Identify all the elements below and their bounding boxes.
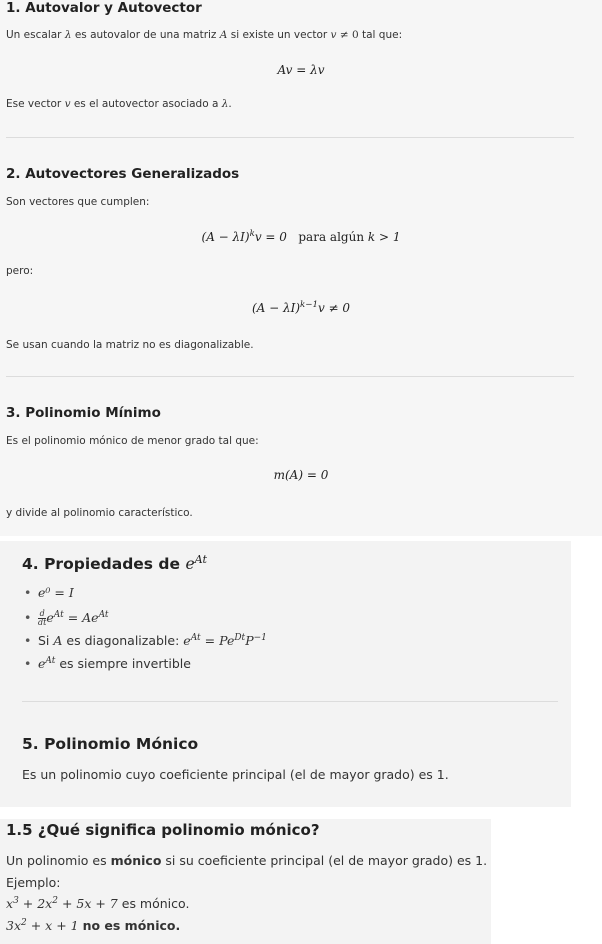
example-monic: $x^3 + 2x^2 + 5x + 7$ es mónico. <box>6 896 190 912</box>
heading-polinomio-monico: 5. Polinomio Mónico <box>22 735 199 753</box>
heading-polinomio-minimo: 3. Polinomio Mínimo <box>6 405 161 421</box>
heading-que-significa: 1.5 ¿Qué significa polinomio mónico? <box>6 821 320 839</box>
minimo-intro: Es el polinomio mónico de menor grado tal que: <box>6 435 259 447</box>
heading-propiedades: 4. Propiedades de $e^{At}$ <box>22 553 207 574</box>
monico-text: Es un polinomio cuyo coeficiente principal (el de mayor grado) es 1. <box>22 767 449 782</box>
equation-eigen: Av = λv <box>277 63 325 77</box>
divider <box>6 137 574 138</box>
equation-minimal: m(A) = 0 <box>273 468 329 482</box>
section-panel-2 <box>0 541 571 807</box>
heading-autovalor: 1. Autovalor y Autovector <box>6 0 202 16</box>
equation-generalized-2: $(A - \lambda I)^{k-1}v \ne 0$ <box>251 300 351 315</box>
generalized-note: Se usan cuando la matriz no es diagonalizable. <box>6 339 254 351</box>
list-item: • e⁰ = I <box>24 585 74 600</box>
list-item: • $\frac{d}{dt}$ $e^{At} = Ae^{At}$ <box>24 609 109 628</box>
pero-label: pero: <box>6 265 34 277</box>
divider <box>6 376 574 377</box>
section-panel-3 <box>0 819 491 944</box>
example-not-monic: $3x^2 + x + 1$ no es mónico. <box>6 918 181 934</box>
property-list <box>24 581 267 673</box>
definition-monico: Un polinomio es mónico si su coeficiente principal (el de mayor grado) es 1. <box>6 853 488 868</box>
equation-generalized: $(A - \lambda I)^kv = 0$ para algún k > 1 <box>201 229 401 244</box>
list-item: • $e^{At}$ es siempre invertible <box>24 656 191 672</box>
definition-line: Un escalar λ es autovalor de una matriz A si existe un vector v ≠ 0 tal que: <box>6 29 403 41</box>
divider <box>22 701 558 702</box>
ejemplo-label: Ejemplo: <box>6 875 61 890</box>
heading-autovectores-generalizados: 2. Autovectores Generalizados <box>6 166 240 182</box>
minimo-outro: y divide al polinomio característico. <box>6 507 193 519</box>
eigenvector-line: Ese vector v es el autovector asociado a λ. <box>6 98 232 110</box>
generalized-intro: Son vectores que cumplen: <box>6 196 150 208</box>
list-item: • Si A es diagonalizable: $e^{At} = Pe^{Dt}P^{-1}$ <box>24 633 267 649</box>
